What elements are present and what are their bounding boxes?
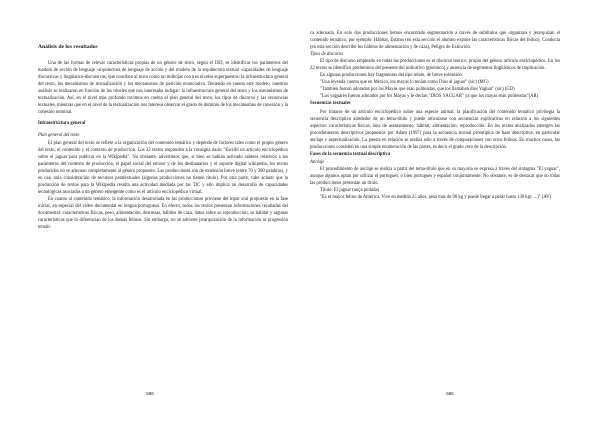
- paragraph: El plan general del texto se refiere a la organización del contenido temático y depende de factores tales como el propio género del texto, el contenido y el contexto de producción. Los 22 textos responden a la consigna dada: "Escribí un artículo enciclopédico sobre el jaguar para publicar en la Wikipedia". No obstante, advertimos que, si bien se habían activado saberes relativos a los parámetros del contexto de producción, el papel social del emisor y de los destinatarios y el soporte digital wikipedia, los textos producidos no se adecuan completamente al género propuesto. Las producciones son de extensión breve (entre 70 y 300 palabras), y en casi nula consideración de recursos paratextuales (algunas producciones no tienen título). Por otra parte, cabe aclarar que la producción de textos para la Wikipedia resulta una actividad mediada por las TIC y ello implica un desarrollo de capacidades tecnológicas asociadas a un género emergente como es el artículo enciclopédico virtual.: [38, 140, 288, 195]
- paragraph: En algunas producciones hay fragmentos del tipo relato, de breve extensión:: [320, 73, 464, 79]
- italic-subheading: Plan general del texto: [38, 133, 80, 139]
- section-heading: Análisis de los resultados: [38, 44, 98, 50]
- quote: "Es el mayor felino de América. Vive en medida 25 años, pesa más de 90 kg y puede llegar a pesar hasta 130 kgr. ...)" (AV): [320, 195, 552, 201]
- page-number: 586: [446, 391, 454, 396]
- italic-subheading: Anclaje: [310, 159, 325, 165]
- subsection-heading: Secuencias textuales: [310, 101, 351, 107]
- paragraph: Por tratarse de un artículo enciclopédico sobre una especie animal, la planificación del contenido temático privilegia la secuencia descriptiva alrededor de un tema-título y puede articularse con secuencias explicativas en relación a los siguientes aspectos: características físicas, área de asentamiento, hábitat, alimentación, reproducción. En los textos analizados emergen las procedimientos descriptivos propuestos por Adam (1997) para la secuencia textual prototípica de base descriptiva, en particular anclaje y aspectualización. La puesta en relación se realiza sólo a través de comparaciones con otros felinos. En muchos casos, las producciones consisten en una simple enumeración de las partes, es decir el grado cero de la descripción.: [310, 109, 560, 150]
- page-number: 586: [146, 391, 154, 396]
- italic-subheading: Tipos de discurso: [310, 52, 343, 58]
- paragraph: ca adecuada. En solo dos producciones hemos encontrado segmentación a través de subtítulos que organizan y jerarquizan el contenido temático, por ejemplo: Hábitat, Estatus (en esta sección el alumno expone las características físicas del felino), Conducta (en esta sección describe los hábitos de alimentación y de caza), Peligro de Extinción.: [310, 31, 560, 51]
- quote: "Tambien fueron adorados por los Mayas que eran politeistas, que los llamaban dios Yaguar" (sic) (GD): [320, 87, 515, 93]
- paragraph: El procedimiento de anclaje se realiza a partir del tema-título que en su mayoría se expresa a través del sintagma "El yaguar", aunque algunos optan por utilizar el portugués, o bien portugués y español conjuntamente. No obstante, es de destacar que no todas las producciones presentan un título.: [310, 166, 560, 186]
- right-page: [300, 0, 600, 424]
- subsection-heading: Infraestructura general: [38, 121, 86, 127]
- paragraph: Una de las formas de relevar características propias de un género de texto, según el ISD, es identificar los parámetros del modelo de acción de lenguaje -arquitectura de lenguaje de acción y del modelo de la arquitectura textual -capacidades de lenguaje discursivas y lingüístico-discursivas, que conciben al texto como un milhojas con tres niveles superpuestos: la infraestructura general del texto, los mecanismos de textualización y los mecanismos de posición enunciativa. Teniendo en cuenta este modelo, nuestros análisis se realizaron en función de los niveles que nos interesaba indagar: la infraestructura general del texto y los mecanismos de textualización. Así, en el nivel más profundo tuvimos en cuenta el plan general del texto, los tipos de discurso y las secuencias textuales, mientras que en el nivel de la textualización nos interesó observar el grado de dominio de los mecanismos de conexión y la cohesión nominal.: [38, 61, 288, 116]
- paragraph: Título: El jaguar (onça pintada): [320, 188, 380, 194]
- paragraph: El tipo de discurso empleado en todas las producciones es el discurso teórico, propio del género artículo enciclopédico. En los 22 textos se identificó predominio del presente del indicativo (gnómico) y ausencia de segmentos lingüísticos de implicación.: [310, 59, 560, 72]
- quote: "Una leyenda cuenta que en Mexico, los mayas lo tenían como Dios al jaguar" (sic) (MG): [320, 80, 489, 86]
- left-column: [38, 44, 288, 231]
- subsection-heading: Fases de la secuencia textual descriptiva: [310, 151, 391, 157]
- paragraph: En cuanto al contenido temático, la información desarrollada en las producciones proviene del input oral propuesto en la fase inicial, en especial del video documental en lengua portuguesa. En efecto, todos los textos presentan informaciones recabadas del documental: características físicas, peso, alimentación, destrezas, hábitos de caza, datos sobre su reproducción, su hábitat y algunas características que lo diferencian de los demás felinos. Sin embargo, no se advierte jerarquización de la información ni progresión temáti-: [38, 196, 288, 231]
- right-column: [310, 30, 560, 201]
- quote: "Los yaguares fueron adorados por los Mayas y le decían "DIOS YAGUAR" ya que los mayas eran politeistas"(AR): [320, 94, 539, 100]
